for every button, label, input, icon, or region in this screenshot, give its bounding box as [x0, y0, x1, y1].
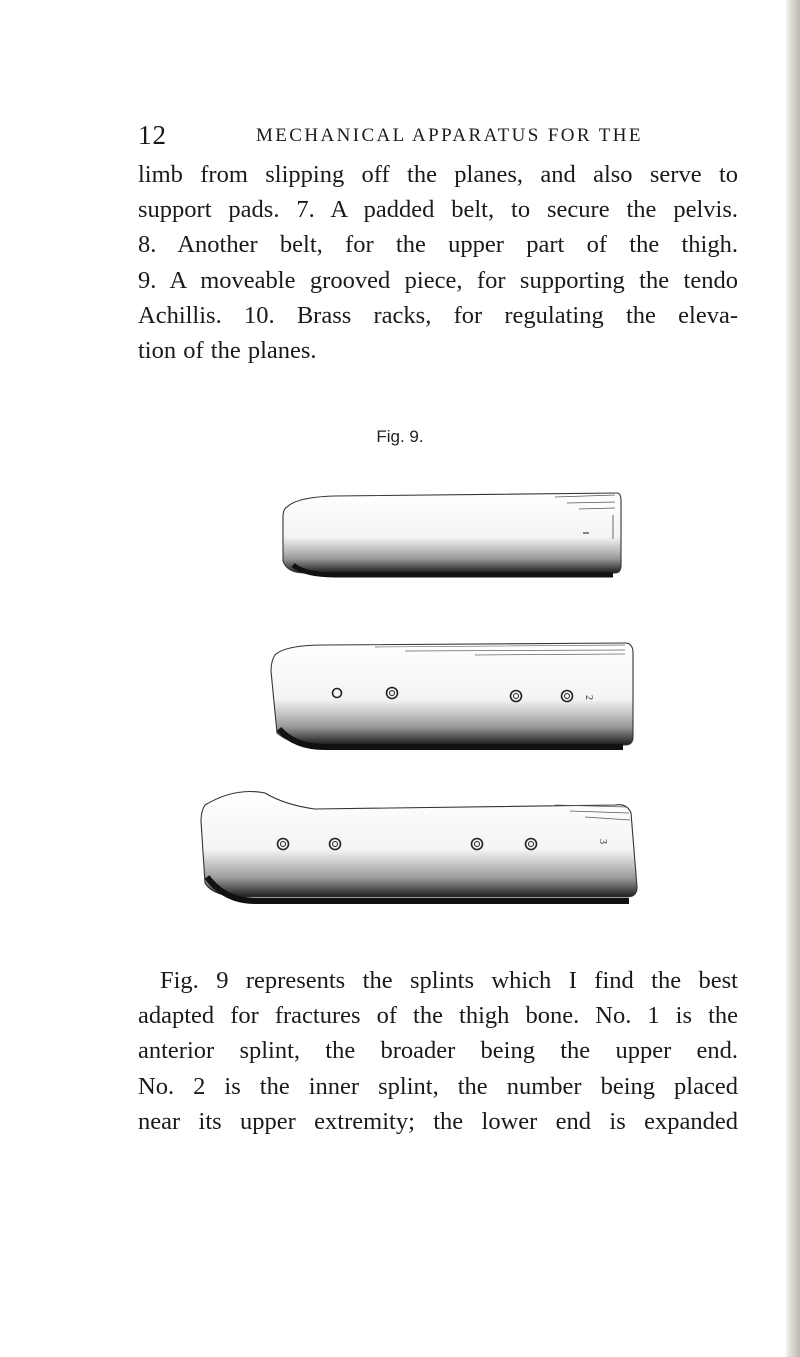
text-line: adapted for fractures of the thigh bone. No. 1 is the — [138, 1002, 738, 1030]
text-line: No. 2 is the inner splint, the number being placed — [138, 1072, 738, 1100]
splint-2-inner — [271, 643, 633, 747]
figure-splints — [175, 475, 665, 925]
splint-3-outer — [201, 792, 637, 902]
text-line: support pads. 7. A padded belt, to secure the pelvis. — [138, 196, 738, 224]
text-line: Fig. 9 represents the splints which I find the best — [160, 967, 738, 994]
text-line: anterior splint, the broader being the upper end. — [138, 1037, 738, 1065]
figure-caption: Fig. 9. — [376, 427, 424, 446]
text-line: tion of the planes. — [138, 337, 317, 365]
paragraph-1 — [138, 157, 738, 368]
text-line: Achillis. 10. Brass racks, for regulating the eleva- — [138, 301, 738, 329]
page-number: 12 — [138, 120, 167, 150]
text-line: 9. A moveable grooved piece, for supporting the tendo — [138, 266, 738, 294]
page-edge — [786, 0, 800, 1357]
text-line: near its upper extremity; the lower end is expanded — [138, 1107, 738, 1135]
splints-illustration — [175, 475, 665, 925]
splint-1-anterior — [283, 493, 621, 575]
text-line: 8. Another belt, for the upper part of the thigh. — [138, 231, 738, 259]
page-header — [138, 120, 738, 150]
splint-number: 3 — [597, 839, 608, 844]
splint-number: 2 — [583, 695, 594, 700]
running-head: MECHANICAL APPARATUS FOR THE — [256, 125, 643, 146]
paragraph-2 — [138, 963, 738, 1139]
text-line: limb from slipping off the planes, and also serve to — [138, 161, 738, 188]
